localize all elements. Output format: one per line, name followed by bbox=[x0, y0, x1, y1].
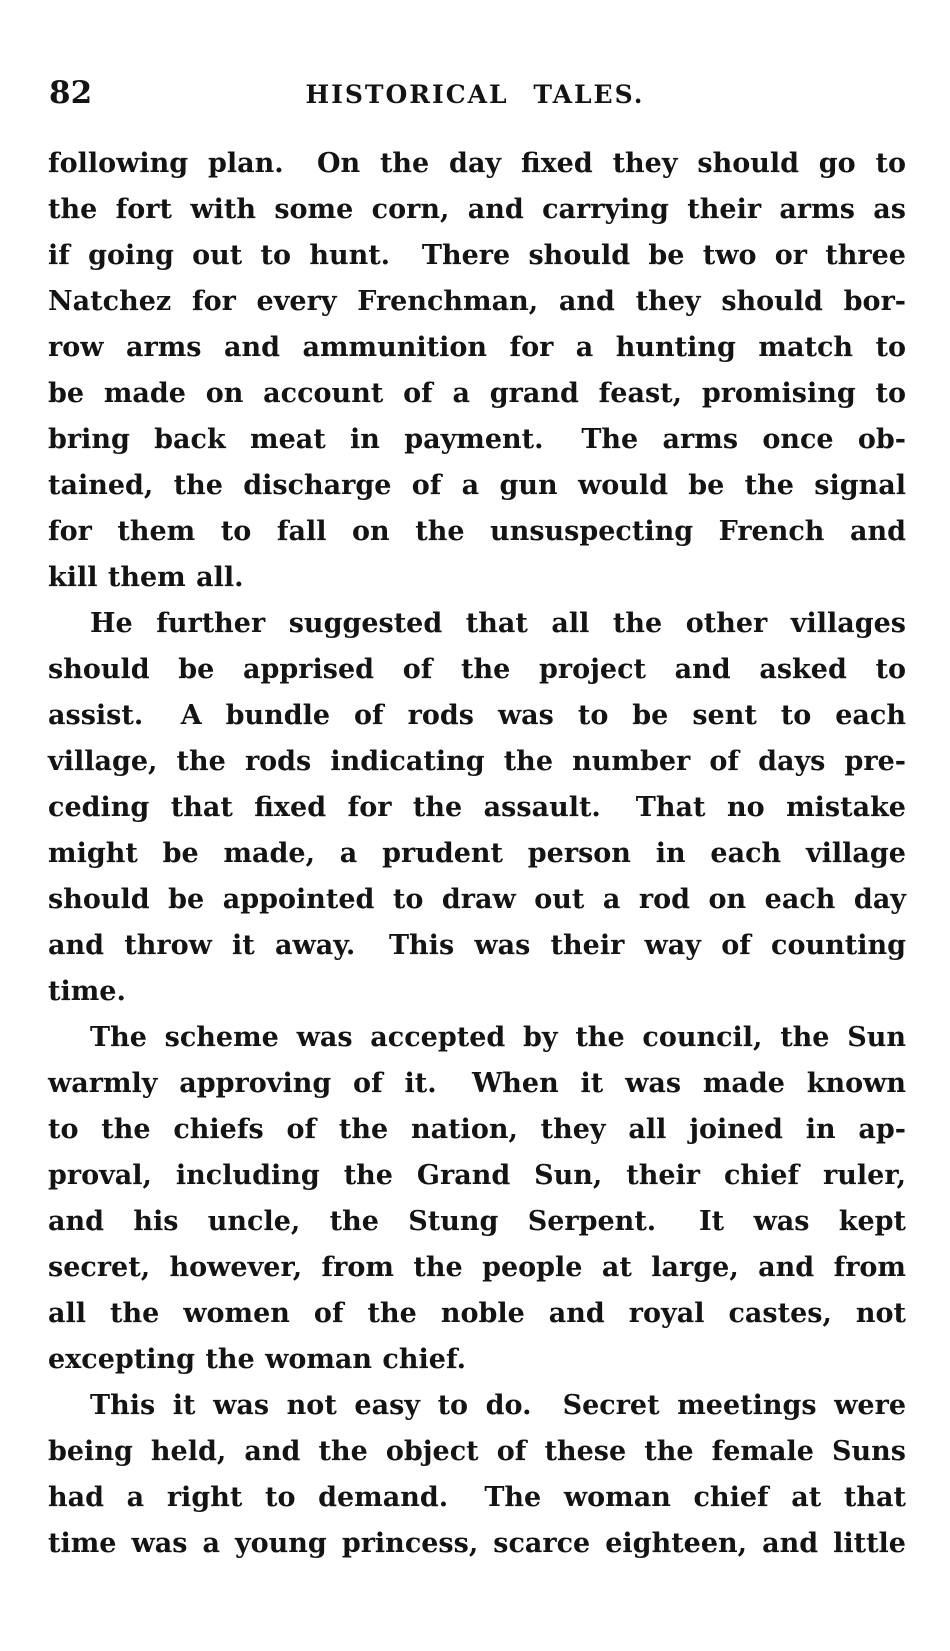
text-line: time was a young princess, scarce eighteen, and little bbox=[48, 1528, 906, 1559]
text-line: had a right to demand. The woman chief at that bbox=[48, 1482, 906, 1513]
text-line: warmly approving of it. When it was made known bbox=[48, 1068, 906, 1099]
text-line: for them to fall on the unsuspecting French and bbox=[48, 516, 906, 547]
body-text-block bbox=[48, 141, 906, 1567]
text-line: all the women of the noble and royal castes, not bbox=[48, 1298, 906, 1329]
text-line: kill them all. bbox=[48, 562, 244, 593]
text-line: if going out to hunt. There should be two or three bbox=[48, 240, 906, 271]
text-line: to the chiefs of the nation, they all joined in ap- bbox=[48, 1114, 906, 1145]
text-line: excepting the woman chief. bbox=[48, 1344, 466, 1375]
text-line: the fort with some corn, and carrying their arms as bbox=[48, 194, 906, 225]
text-line: Natchez for every Frenchman, and they should bor- bbox=[48, 286, 906, 317]
text-line: He further suggested that all the other villages bbox=[90, 608, 906, 639]
text-line: being held, and the object of these the female Suns bbox=[48, 1436, 906, 1467]
text-line: following plan. On the day fixed they should go to bbox=[48, 148, 906, 179]
text-line: might be made, a prudent person in each village bbox=[48, 838, 906, 869]
text-line: and his uncle, the Stung Serpent. It was kept bbox=[48, 1206, 906, 1237]
text-line: assist. A bundle of rods was to be sent to each bbox=[48, 700, 906, 731]
text-line: bring back meat in payment. The arms once ob- bbox=[48, 424, 906, 455]
text-line: and throw it away. This was their way of counting bbox=[48, 930, 906, 961]
text-line: This it was not easy to do. Secret meetings were bbox=[90, 1390, 906, 1421]
running-header: HISTORICAL TALES. bbox=[305, 80, 645, 109]
text-line: tained, the discharge of a gun would be the signal bbox=[48, 470, 906, 501]
page-number: 82 bbox=[49, 75, 93, 111]
text-line: village, the rods indicating the number of days pre- bbox=[48, 746, 906, 777]
text-line: should be apprised of the project and asked to bbox=[48, 654, 906, 685]
text-line: The scheme was accepted by the council, the Sun bbox=[90, 1022, 906, 1053]
text-line: time. bbox=[48, 976, 126, 1007]
text-line: secret, however, from the people at large, and from bbox=[48, 1252, 906, 1283]
text-line: ceding that fixed for the assault. That no mistake bbox=[48, 792, 906, 823]
text-line: proval, including the Grand Sun, their chief ruler, bbox=[48, 1160, 906, 1191]
text-line: should be appointed to draw out a rod on each day bbox=[48, 884, 906, 915]
text-line: row arms and ammunition for a hunting match to bbox=[48, 332, 906, 363]
text-line: be made on account of a grand feast, promising to bbox=[48, 378, 906, 409]
